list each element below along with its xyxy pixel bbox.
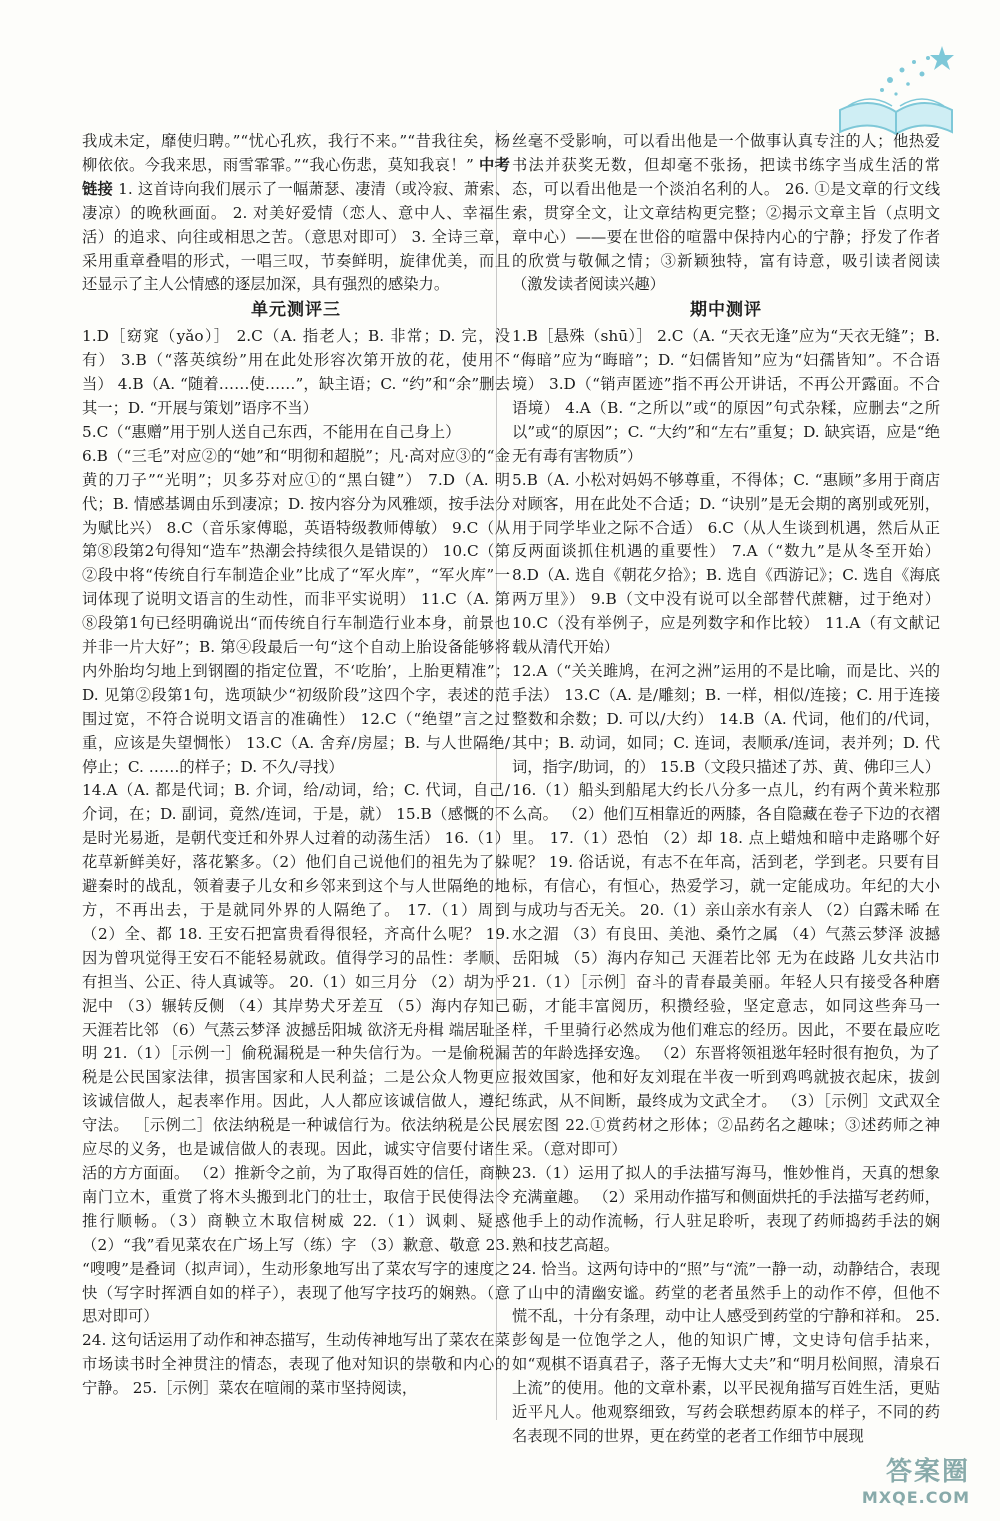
- left-paragraph: 14.A（A. 都是代词；B. 介词，给/动词，给；C. 代词，自己/介词，在；D. 副词，竟然/连词，于是，就） 15.B（感慨的不是时光易逝，是朝代变迁和外界人过着的动荡生活） 16.（1）花草新鲜美好，落花繁多。（2）他们自己说他们的祖先为了躲避秦时的战乱，领着妻子儿女和乡邻来到这个与人世隔绝的地方，不再出去，于是就同外界的人隔绝了。 17.（1）周到 （2）全、都 18. 王安石把富贵看得很轻，齐高什么呢？ 19. 因为曾巩觉得王安石不能轻易就政。值得学习的品性：孝顺、有担当、公正、待人真诚等。 20.（1）如三月分 （2）胡为乎泥中 （3）辗转反侧 （4）其岸势犬牙差互 （5）海内存知己 天涯若比邻 （6）气蒸云梦泽 波撼岳阳城 欲济无舟楫 端居耻圣明 21.（1）［示例一］偷税漏税是一种失信行为。一是偷税漏税是公民国家法律，损害国家和人民利益；二是公众人物更应该诚信做人，起表率作用。因此，人人都应该诚信做人，遵纪守法。 ［示例二］依法纳税是一种诚信行为。依法纳税是公民应尽的义务，也是诚信做人的表现。因此，诚实守信要付诸生活的方方面面。 （2）推新令之前，为了取得百姓的信任，商鞅南门立木，重赏了将木头搬到北门的壮士，取信于民使得法令推行顺畅。（3）商鞅立木取信树威 22.（1）讽刺、疑惑 （2）“我”看见菜农在广场上写（练）字 （3）歉意、敬意 23. “嗖嗖”是叠词（拟声词），生动形象地写出了菜农写字的速度之快（写字时挥洒自如的样子），表现了他写字技巧的娴熟。（意思对即可）: [82, 781, 510, 1326]
- watermark: [862, 1451, 970, 1507]
- right-paragraph: 丝毫不受影响，可以看出他是一个做事认真专注的人；他热爱书法并获奖无数，但却毫不张扬，把读书练字当成生活的常态，可以看出他是一个淡泊名利的人。 26. ①是文章的行文线索，贯穿全文，让文章结构更完整；②揭示文章主旨（点明文章中心）——要在世俗的喧嚣中保持内心的宁静；抒发了作者的欣赏与敬佩之情；③新颖独特，富有诗意，吸引读者阅读（激发读者阅读兴趣）: [512, 132, 940, 294]
- right-paragraph: 1.B［悬殊（shū）］ 2.C（A. “天衣无逢”应为“天衣无缝”；B. “侮暗”应为“晦暗”；D. “妇儒皆知”应为“妇孺皆知”。不合语境） 3.D（“销声匿迹”指不再公开讲话，不再公开露面。不合语境） 4.A（B. “之所以”或“的原因”句式杂糅，应删去“之所以”或“的原因”；C. “大约”和“左右”重复；D. 缺宾语，应是“绝无有毒有害物质”）: [512, 327, 940, 465]
- left-paragraph: 1.D［窈窕（yǎo）］ 2.C（A. 指老人；B. 非常；D. 完，没有） 3.B（“落英缤纷”用在此处形容次第开放的花，使用不当） 4.B（A. “随着……使……”，缺主语；C. “约”和“余”删去其一；D. “开展与策划”语序不当）: [82, 327, 510, 417]
- left-paragraph: 我成未定，靡使归聘。”“忧心孔疚，我行不来。”“昔我往矣，杨柳依依。今我来思，雨雪霏霏。”“我心伤悲，莫知我哀！” 中考链接 1. 这首诗向我们展示了一幅萧瑟、凄清（或冷寂、萧索、凄凉）的晚秋画面。 2. 对美好爱情（恋人、意中人、幸福生活）的追求、向往或相思之苦。（意思对即可） 3. 全诗三章，采用重章叠唱的形式，一唱三叹，节奏鲜明，旋律优美，而且还显示了主人公情感的逐层加深，具有强烈的感染力。: [82, 132, 510, 294]
- section-label: 中考链接: [82, 155, 510, 198]
- right-paragraph: 23.（1）运用了拟人的手法描写海马，惟妙惟肖，天真的想象充满童趣。 （2）采用动作描写和侧面烘托的手法描写老药师，他手上的动作流畅，行人驻足聆听，表现了药师捣药手法的娴熟和技艺高超。: [512, 1163, 940, 1254]
- book-stars-icon: [830, 40, 962, 140]
- watermark-logo-text: 答案圈: [885, 1457, 970, 1487]
- watermark-url: MXQE.COM: [861, 1488, 970, 1507]
- section-heading: 单元测评三: [251, 300, 341, 321]
- left-column: [82, 130, 510, 1401]
- left-paragraph: 24. 这句话运用了动作和神态描写，生动传神地写出了菜农在菜市场读书时全神贯注的情态，表现了他对知识的崇敬和内心的宁静。 25.［示例］菜农在喧闹的菜市坚持阅读，: [82, 1331, 510, 1398]
- right-paragraph: 5.B（A. 小松对妈妈不够尊重，不得体；C. “惠顾”多用于商店对顾客，用在此处不合适；D. “诀别”是无会期的离别或死别，用于同学毕业之际不合适） 6.C（从人生谈到机遇，然后从正反两面谈抓住机遇的重要性） 7.A（“数九”是从冬至开始） 8.D（A. 选自《朝花夕拾》；B. 选自《西游记》；C. 选自《海底两万里》） 9.B（文中没有说可以全部替代蔗糖，过于绝对） 10.C（没有举例子，应是列数字和作比较） 11.A（有文献记载从清代开始）: [512, 470, 940, 657]
- right-paragraph: 12.A（“关关雎鸠，在河之洲”运用的不是比喻，而是比、兴的手法） 13.C（A. 是/雕刻；B. 一样，相似/连接；C. 用于连接整数和余数；D. 可以/大约） 14.B（A. 代词，他们的/代词，其中；B. 动词，如同；C. 连词，表顺承/连词，表并列；D. 代词，指字/助词，的） 15.B（文段只描述了苏、黄、佛印三人） 16.（1）船头到船尾大约长八分多一点儿，约有两个黄米粒那么高。 （2）他们互相靠近的两膝，各自隐藏在卷子下边的衣褶里。 17.（1）恐怕 （2）却 18. 点上蜡烛和暗中走路哪个好呢？ 19. 俗话说，有志不在年高，活到老，学到老。只要有目标，有信心，有恒心，热爱学习，就一定能成功。年纪的大小与成功与否无关。 20.（1）亲山亲水有亲人 （2）白露未晞 在水之湄 （3）有良田、美池、桑竹之属 （4）气蒸云梦泽 波撼岳阳城 （5）海内存知己 天涯若比邻 无为在歧路 儿女共沾巾 21.（1）［示例］奋斗的青春最美丽。年轻人只有接受各种磨砺，才能丰富阅历，积攒经验，坚定意志，如同这些奔马一样，千里骑行必然成为他们难忘的经历。因此，不要在最应吃苦的年龄选择安逸。 （2）东晋将领祖逖年轻时很有抱负，为了报效国家，他和好友刘琨在半夜一听到鸡鸣就披衣起床，拔剑练武，从不间断，最终成为文武全才。 （3）［示例］文武双全展宏图 22.①赏药材之形体；②品药名之趣味；③述药师之神采。（意对即可）: [512, 661, 941, 1159]
- right-column: [512, 130, 940, 1449]
- section-heading: 期中测评: [690, 300, 762, 321]
- left-paragraph: 6.B（“三毛”对应②的“她”和“明彻和超脱”；凡·高对应③的“金黄的刀子”“光明”；贝多芬对应①的“黑白键”） 7.D（A. 明代；B. 情感基调由乐到凄凉；D. 按内容分为风雅颂，按手法分为赋比兴） 8.C（音乐家傅聪，英语特级教师傅敏） 9.C（从第⑧段第2句得知“造车”热潮会持续很久是错误的） 10.C（第②段中将“传统自行车制造企业”比成了“军火库”，“军火库”一词体现了说明文语言的生动性，而非平实说明） 11.C（A. 第⑧段第1句已经明确说出“而传统自行车制造行业本身，前景也并非一片大好”；B. 第④段最后一句“这个自动上胎设备能够将内外胎均匀地上到钢圈的指定位置，不‘吃胎’，上胎更精准”；D. 见第②段第1句，选项缺少“初级阶段”这四个字，表述的范围过宽，不符合说明文语言的准确性） 12.C（“绝望”言之过重，应该是失望惆怅） 13.C（A. 舍弃/房屋；B. 与人世隔绝/停止；C. ……的样子；D. 不久/寻找）: [82, 446, 510, 776]
- left-paragraph: 5.C（“惠赠”用于别人送自己东西，不能用在自己身上）: [82, 422, 461, 441]
- right-paragraph: 24. 恰当。这两句诗中的“照”与“流”一静一动，动静结合，表现了山中的清幽安谧。药堂的老者虽然手上的动作不停，但他不慌不乱，十分有条理，动中让人感受到药堂的宁静和祥和。 25. 彭匈是一位饱学之人，他的知识广博，文史诗句信手拈来，如“观棋不语真君子，落子无悔大丈夫”和“明月松间照，清泉石上流”的使用。他的文章朴素，以平民视角描写百姓生活，更贴近平凡人。他观察细致，写药会联想药原本的样子，不同的药名表现不同的世界，更在药堂的老者工作细节中展现: [512, 1259, 940, 1445]
